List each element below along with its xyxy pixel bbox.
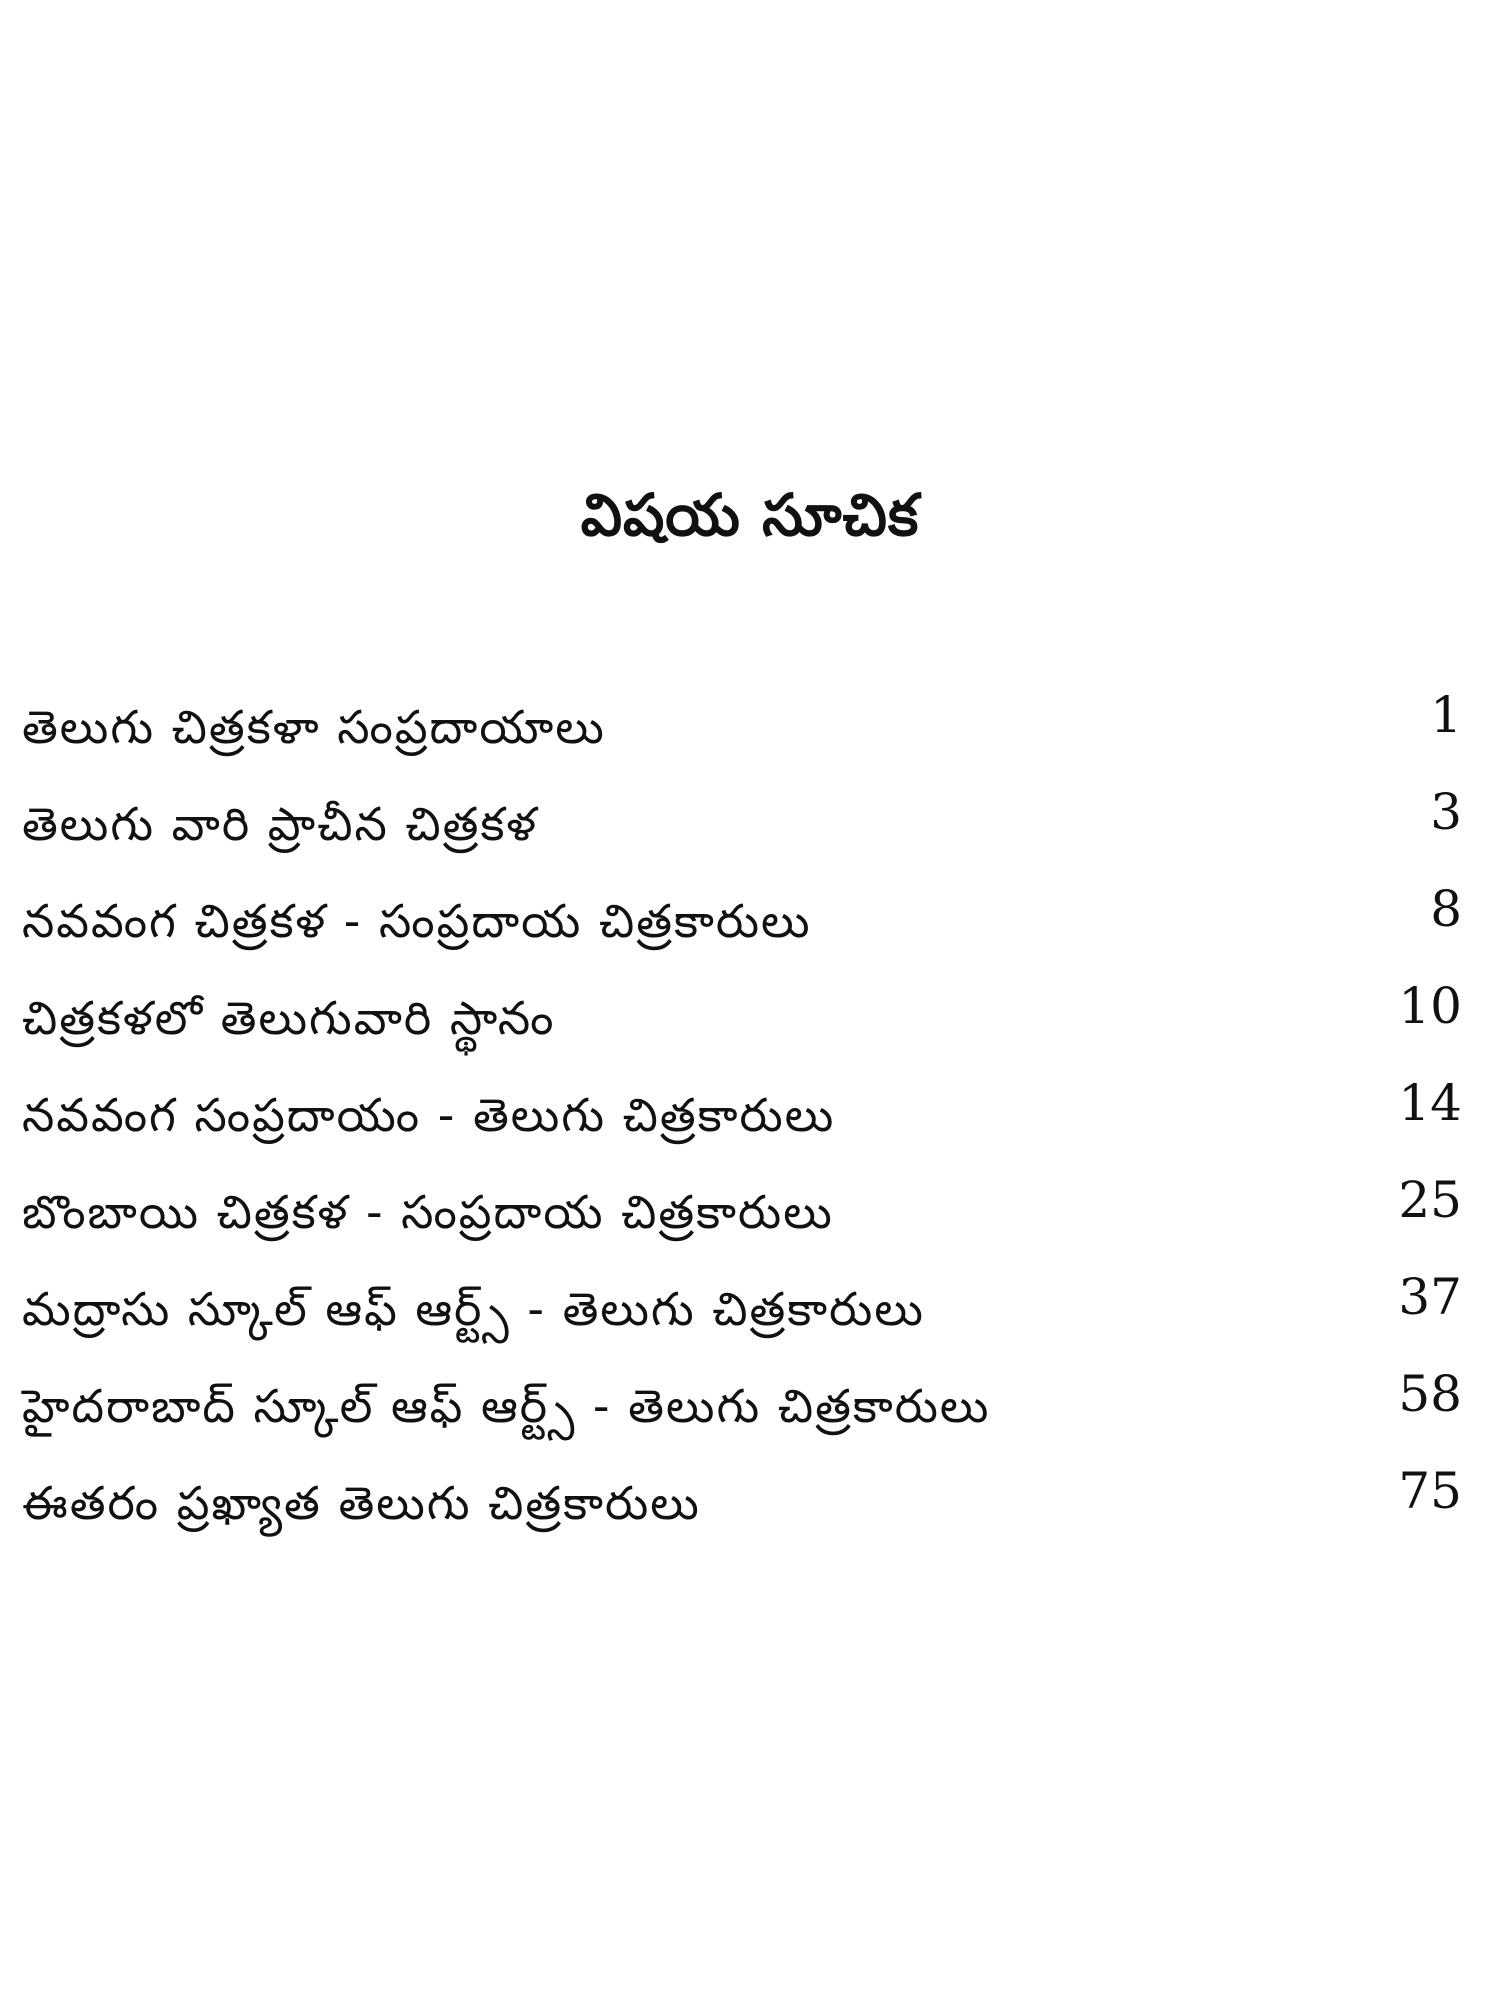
toc-entry xyxy=(22,777,1462,874)
toc-entry-page: 25 xyxy=(1398,1171,1462,1229)
toc-entry xyxy=(22,1359,1462,1456)
toc-entry-title: చిత్రకళలో తెలుగువారి స్థానం xyxy=(22,991,556,1045)
toc-entry-title: మద్రాసు స్కూల్ ఆఫ్ ఆర్ట్స్ - తెలుగు చిత్రకారులు xyxy=(22,1282,925,1336)
toc-entry-page: 14 xyxy=(1398,1074,1462,1132)
toc-entry-page: 58 xyxy=(1398,1365,1462,1423)
toc-entry-page: 75 xyxy=(1398,1462,1462,1520)
toc-entry-page: 1 xyxy=(1430,686,1462,744)
toc-entry-title: ఈతరం ప్రఖ్యాత తెలుగు చిత్రకారులు xyxy=(22,1476,701,1530)
toc-entry-title: నవవంగ చిత్రకళ - సంప్రదాయ చిత్రకారులు xyxy=(22,894,812,948)
toc-entry-title: తెలుగు వారి ప్రాచీన చిత్రకళ xyxy=(22,797,539,851)
toc-entry xyxy=(22,1165,1462,1262)
toc-entry xyxy=(22,1262,1462,1359)
toc-entry xyxy=(22,874,1462,971)
toc-entry-title: తెలుగు చిత్రకళా సంప్రదాయాలు xyxy=(22,700,606,754)
toc-entry-title: నవవంగ సంప్రదాయం - తెలుగు చిత్రకారులు xyxy=(22,1088,836,1142)
toc-entry-page: 10 xyxy=(1398,977,1462,1035)
toc-entry-title: బొంబాయి చిత్రకళ - సంప్రదాయ చిత్రకారులు xyxy=(22,1185,834,1239)
page-title: విషయ సూచిక xyxy=(580,481,920,549)
toc-entry xyxy=(22,1068,1462,1165)
table-of-contents xyxy=(22,680,1462,1553)
toc-entry xyxy=(22,1456,1462,1553)
toc-entry-page: 3 xyxy=(1430,783,1462,841)
toc-entry xyxy=(22,680,1462,777)
toc-entry-page: 37 xyxy=(1398,1268,1462,1326)
toc-entry-title: హైదరాబాద్ స్కూల్ ఆఫ్ ఆర్ట్స్ - తెలుగు చిత్రకారులు xyxy=(22,1379,991,1433)
toc-entry-page: 8 xyxy=(1430,880,1462,938)
toc-entry xyxy=(22,971,1462,1068)
